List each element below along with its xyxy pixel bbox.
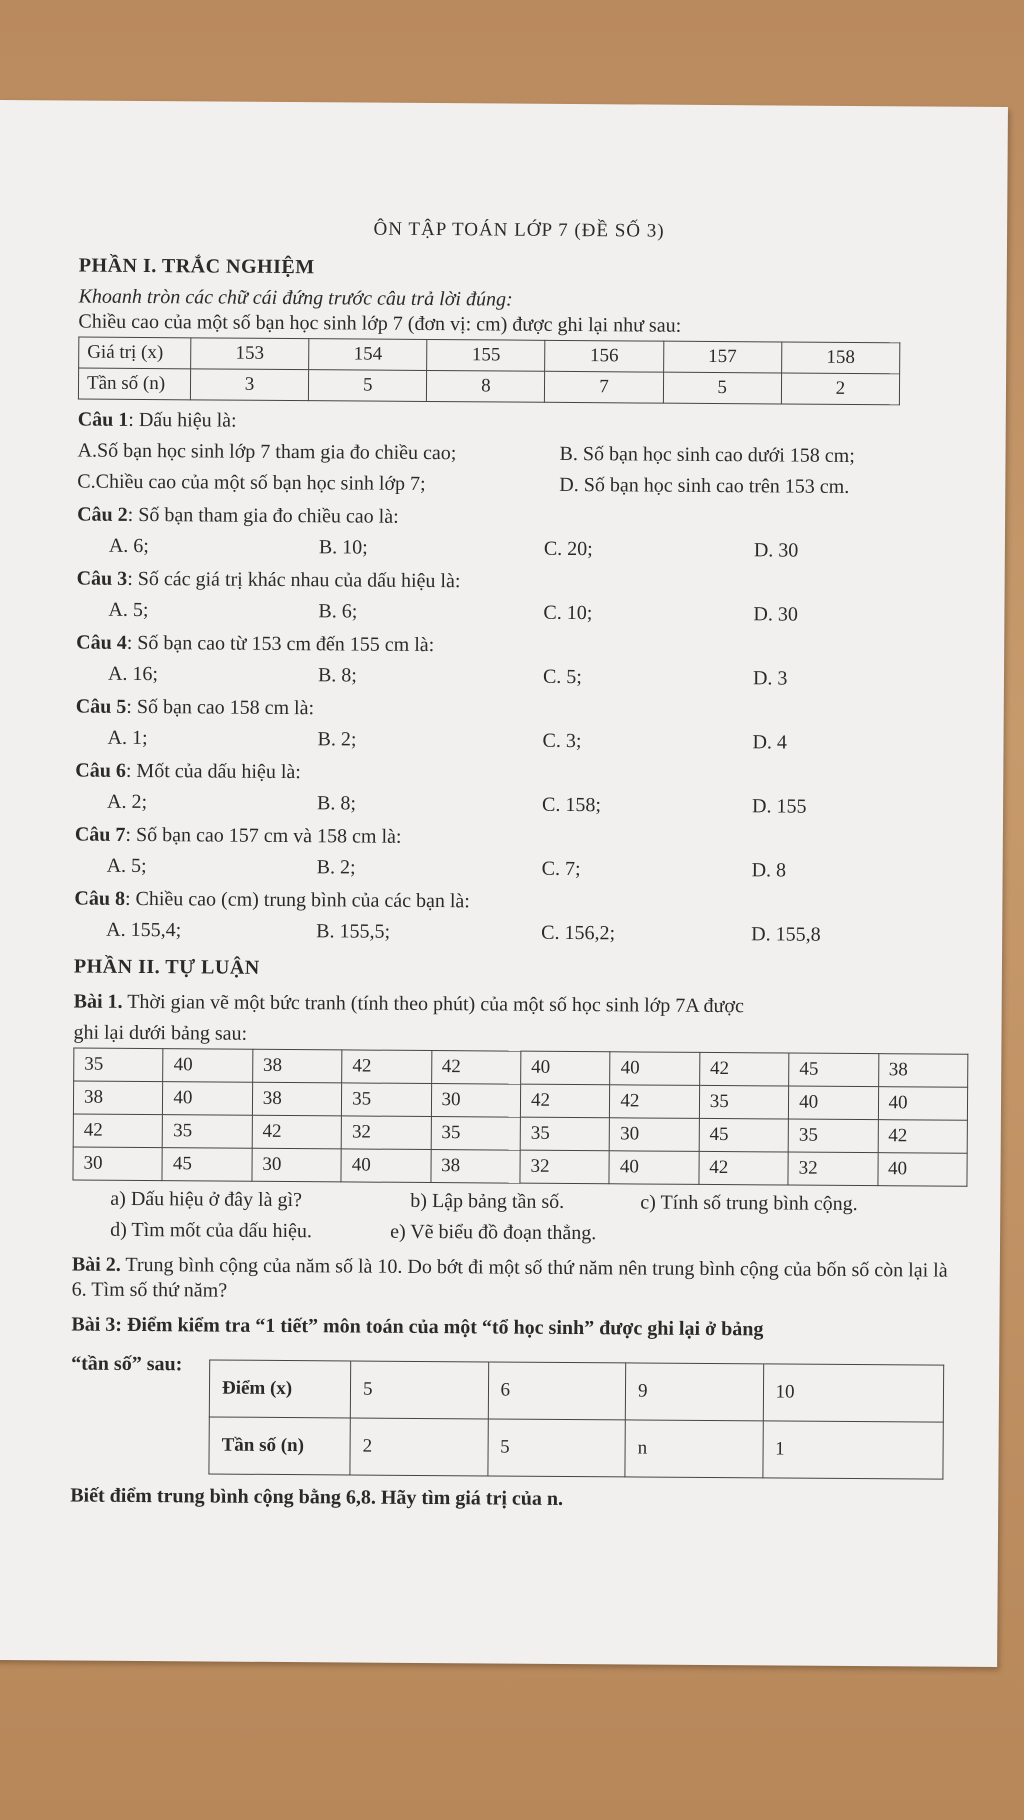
part1-intro: Chiều cao của một số bạn học sinh lớp 7 (đơn vị: cm) được ghi lại như sau: <box>78 310 682 337</box>
table-cell: n <box>625 1420 763 1478</box>
table-cell: 35 <box>788 1119 878 1153</box>
table-cell: 38 <box>73 1081 163 1115</box>
option-b[interactable]: B. 155,5; <box>316 919 391 943</box>
question-7 <box>75 822 955 884</box>
options-row <box>77 469 957 500</box>
option-c[interactable]: C. 20; <box>543 537 593 560</box>
table-cell: 8 <box>427 370 545 402</box>
option-d[interactable]: D. 3 <box>752 667 788 690</box>
table-cell: 30 <box>252 1148 342 1182</box>
question-5 <box>75 694 955 756</box>
table-cell: 157 <box>663 341 781 373</box>
exercise-label: Bài 3: <box>71 1313 123 1336</box>
table-cell: 38 <box>431 1149 521 1183</box>
table-cell: 35 <box>342 1083 432 1117</box>
table-cell: 40 <box>163 1048 253 1082</box>
table-cell: 5 <box>487 1419 625 1477</box>
options-row <box>77 438 957 469</box>
table-cell: 32 <box>788 1152 878 1186</box>
table-cell: 2 <box>781 373 899 405</box>
table-cell: 40 <box>341 1149 431 1183</box>
table-cell: 158 <box>781 342 899 374</box>
table-cell: 40 <box>163 1081 253 1115</box>
table-cell: 42 <box>699 1052 789 1086</box>
question-8 <box>74 886 954 948</box>
question-body: : Dấu hiệu là: <box>128 408 237 432</box>
options-row <box>75 789 955 820</box>
table-cell: 5 <box>663 372 781 404</box>
option-a[interactable]: A. 6; <box>108 534 149 557</box>
question-body: : Số các giá trị khác nhau của dấu hiệu là: <box>127 567 461 592</box>
task-c: c) Tính số trung bình cộng. <box>640 1191 858 1215</box>
option-a[interactable]: A. 5; <box>108 598 149 621</box>
question-label: Câu 6 <box>75 759 126 782</box>
option-d[interactable]: D. 30 <box>753 539 799 562</box>
exercise-body: Thời gian vẽ một bức tranh (tính theo phút) của một số học sinh lớp 7A được <box>122 990 744 1017</box>
table-cell: 40 <box>609 1151 699 1185</box>
table-cell: 42 <box>520 1084 610 1118</box>
option-b[interactable]: B. Số bạn học sinh cao dưới 158 cm; <box>559 442 855 467</box>
table-cell: 1 <box>762 1421 943 1479</box>
options-row <box>77 533 957 564</box>
part2-heading: PHẦN II. TỰ LUẬN <box>73 955 260 979</box>
table-row <box>209 1360 943 1422</box>
exercise-3 <box>71 1312 951 1343</box>
option-b[interactable]: B. 10; <box>318 535 368 559</box>
options-row <box>76 597 956 628</box>
option-d[interactable]: D. 155,8 <box>751 923 821 946</box>
question-text <box>78 407 958 438</box>
question-text <box>75 758 955 789</box>
table-cell: 30 <box>431 1083 521 1117</box>
exercise-label: Bài 1. <box>73 990 123 1013</box>
option-d[interactable]: D. 155 <box>752 795 807 818</box>
table-cell: 45 <box>699 1118 789 1152</box>
question-text <box>76 694 956 725</box>
table-cell: Giá trị (x) <box>79 337 191 369</box>
table-cell: 10 <box>763 1364 944 1422</box>
table-cell: 42 <box>699 1151 789 1185</box>
document-content <box>70 216 959 1515</box>
option-c[interactable]: C. 3; <box>542 729 582 752</box>
exercise-3-final: Biết điểm trung bình cộng bằng 6,8. Hãy tìm giá trị của n. <box>70 1484 564 1510</box>
question-text <box>75 822 955 853</box>
question-text <box>74 886 954 917</box>
question-label: Câu 7 <box>74 823 126 846</box>
question-body: : Số bạn cao 157 cm và 158 cm là: <box>125 823 402 848</box>
option-c[interactable]: C. 156,2; <box>541 921 616 945</box>
option-b[interactable]: B. 8; <box>317 791 357 815</box>
table-cell: 45 <box>789 1053 879 1087</box>
table-cell: 40 <box>878 1086 968 1120</box>
option-a[interactable]: A. 1; <box>107 726 148 749</box>
table-cell: 155 <box>427 339 545 371</box>
table-cell: Tần số (n) <box>209 1417 350 1475</box>
table-cell: 42 <box>252 1115 342 1149</box>
table-cell: 32 <box>341 1116 431 1150</box>
question-body: : Số bạn cao từ 153 cm đến 155 cm là: <box>126 631 435 656</box>
table-cell: 40 <box>610 1052 700 1086</box>
exercise-2 <box>72 1252 952 1308</box>
option-c[interactable]: C. 158; <box>542 793 602 816</box>
table-cell: 6 <box>488 1362 626 1420</box>
table-cell: 42 <box>610 1085 700 1119</box>
table-cell: 42 <box>342 1050 432 1084</box>
part1-heading: PHẦN I. TRẮC NGHIỆM <box>78 254 315 278</box>
options-row <box>76 661 956 692</box>
exercise-1-text <box>74 989 954 1020</box>
exercise-1-text-2: ghi lại dưới bảng sau: <box>73 1021 248 1045</box>
table-row <box>209 1417 943 1479</box>
table-cell: 35 <box>431 1116 521 1150</box>
table-cell: 38 <box>252 1082 342 1116</box>
table-cell: 38 <box>878 1053 968 1087</box>
table-cell: 32 <box>520 1150 610 1184</box>
question-body: : Chiều cao (cm) trung bình của các bạn là: <box>124 887 470 913</box>
table-row <box>73 1147 967 1186</box>
document-title: ÔN TẬP TOÁN LỚP 7 (ĐỀ SỐ 3) <box>373 218 665 242</box>
question-body: : Số bạn cao 158 cm là: <box>126 695 315 719</box>
option-c[interactable]: C. 7; <box>541 857 581 880</box>
task-d: d) Tìm mốt của dấu hiệu. <box>110 1218 313 1242</box>
table-cell: 3 <box>190 369 308 401</box>
table-cell: 40 <box>789 1086 879 1120</box>
options-row <box>75 853 955 884</box>
question-text <box>77 566 957 597</box>
exercise-body: Điểm kiểm tra “1 tiết” môn toán của một “tổ học sinh” được ghi lại ở bảng <box>121 1313 764 1341</box>
table-cell: 30 <box>73 1147 163 1181</box>
table-cell: 7 <box>545 371 663 403</box>
table-cell: 40 <box>521 1051 611 1085</box>
question-label: Câu 8 <box>74 887 126 910</box>
question-label: Câu 2 <box>77 503 128 526</box>
table-cell: 5 <box>309 369 427 401</box>
option-a[interactable]: A. 2; <box>107 790 148 813</box>
question-label: Câu 1 <box>77 408 129 431</box>
option-b[interactable]: B. 2; <box>317 727 357 751</box>
question-text <box>76 630 956 661</box>
question-label: Câu 4 <box>76 631 127 654</box>
option-b[interactable]: B. 6; <box>318 599 358 623</box>
options-row <box>74 917 954 948</box>
exercise-1-tasks-2 <box>72 1217 952 1248</box>
option-d[interactable]: D. 4 <box>752 731 788 754</box>
paper-sheet <box>0 100 1008 1667</box>
part1-instruction: Khoanh tròn các chữ cái đứng trước câu trả lời đúng: <box>78 285 513 311</box>
question-6 <box>75 758 955 820</box>
exercise-1 <box>72 989 954 1248</box>
option-d[interactable]: D. Số bạn học sinh cao trên 153 cm. <box>559 473 850 498</box>
table-cell: 35 <box>163 1114 253 1148</box>
table-cell: 45 <box>162 1147 252 1181</box>
table-cell: 38 <box>252 1049 342 1083</box>
height-frequency-table <box>78 336 900 405</box>
question-body: : Số bạn tham gia đo chiều cao là: <box>127 503 399 528</box>
table-cell: 9 <box>625 1363 763 1421</box>
mcq-list <box>74 502 957 948</box>
table-cell: Điểm (x) <box>209 1360 350 1418</box>
table-cell: 42 <box>878 1119 968 1153</box>
task-b: b) Lập bảng tần số. <box>410 1189 565 1213</box>
table-cell: 154 <box>309 338 427 370</box>
option-c[interactable]: C. 5; <box>542 665 582 688</box>
table-cell: 35 <box>520 1117 610 1151</box>
table-cell: Tần số (n) <box>78 368 190 400</box>
table-cell: 5 <box>350 1361 488 1419</box>
score-frequency-table <box>208 1359 944 1479</box>
question-2 <box>77 502 957 564</box>
option-a[interactable]: A. 16; <box>107 662 159 685</box>
exercise-1-tasks <box>72 1186 952 1217</box>
task-e: e) Vẽ biểu đồ đoạn thẳng. <box>390 1220 597 1244</box>
drawing-time-table <box>72 1047 968 1186</box>
exercise-3-text-2: “tần số” sau: <box>71 1352 183 1376</box>
question-text <box>77 502 957 533</box>
question-3 <box>76 566 956 628</box>
table-cell: 30 <box>610 1118 700 1152</box>
option-d[interactable]: D. 30 <box>753 603 798 626</box>
option-c[interactable]: C.Chiều cao của một số bạn học sinh lớp 7; <box>77 470 426 495</box>
option-d[interactable]: D. 8 <box>751 859 787 882</box>
table-cell: 42 <box>73 1114 163 1148</box>
table-cell: 153 <box>191 338 309 370</box>
option-a[interactable]: A. 155,4; <box>106 918 182 942</box>
exercise-body: Trung bình cộng của năm số là 10. Do bớt đi một số thứ năm nên trung bình cộng của bốn số còn lại là 6. Tìm số thứ năm? <box>71 1253 948 1302</box>
table-cell: 35 <box>699 1085 789 1119</box>
table-cell: 156 <box>545 340 663 372</box>
option-a[interactable]: A.Số bạn học sinh lớp 7 tham gia đo chiều cao; <box>77 439 457 464</box>
question-4 <box>76 630 956 692</box>
table-cell: 40 <box>877 1152 967 1186</box>
option-c[interactable]: C. 10; <box>543 601 593 624</box>
options-row <box>75 725 955 756</box>
task-a: a) Dấu hiệu ở đây là gì? <box>110 1187 303 1211</box>
exercise-label: Bài 2. <box>71 1253 121 1276</box>
question-label: Câu 3 <box>76 567 128 590</box>
option-b[interactable]: B. 8; <box>317 663 357 687</box>
table-row <box>78 368 899 405</box>
table-cell: 42 <box>431 1050 521 1084</box>
table-cell: 2 <box>350 1418 488 1476</box>
table-cell: 35 <box>74 1048 164 1082</box>
option-a[interactable]: A. 5; <box>106 854 147 877</box>
question-label: Câu 5 <box>75 695 127 718</box>
option-b[interactable]: B. 2; <box>316 855 356 879</box>
question-body: : Mốt của dấu hiệu là: <box>125 759 301 783</box>
question-1 <box>77 407 958 500</box>
